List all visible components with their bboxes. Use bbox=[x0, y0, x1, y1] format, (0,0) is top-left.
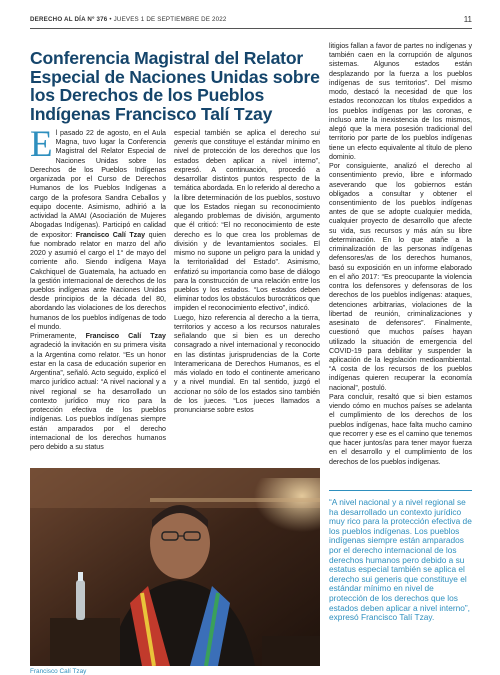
photo-caption: Francisco Calí Tzay bbox=[30, 668, 87, 675]
article-title: Conferencia Magistral del Relator Especial de Naciones Unidas sobre los Derechos de los Pueblos Indígenas Francisco Talí Tzay bbox=[30, 48, 320, 124]
drop-cap: E bbox=[30, 124, 53, 165]
pull-quote-divider bbox=[329, 490, 472, 491]
paragraph: Luego, hizo referencia al derecho a la tierra, territorios y acceso a los recursos naturales señalando que si bien es un derecho consagrado a nivel internacional y reconocido en las distintas jurisprudencias de la Corte Interamericana de Derechos Humanos, es el más violado en todo el continente americano y a nivel mundial. En tal sentido, juzgó el accionar no sólo de los estados sino también de los jueces. “Los jueces llamados a pronunciarse sobre estos bbox=[174, 313, 320, 415]
speaker-name: Francisco Calí Tzay bbox=[85, 332, 166, 341]
speaker-photo bbox=[30, 468, 320, 666]
paragraph: Para concluir, resaltó que si bien estamos viendo cómo en muchos países se adelanta el cumplimiento de los derechos de los pueblos indígenas, hace falta mucho camino que recorrer y ese es el camino que tenemos que hacer juntos/as para tener mayor fuerza en el desarrollo y el cumplimiento de los derechos de los pueblos indígenas. bbox=[329, 392, 472, 466]
pull-quote: “A nivel nacional y a nivel regional se ha desarrollado un contexto jurídico muy rico para la protección efectiva de los pueblos indígenas. Los pueblos indígenas siempre están amparados por el derecho internacional de los derechos humanos pero debido a su estatus especial también se aplica el derecho sui generis que constituye el estándar mínimo en nivel de protección de los derechos que los estados deben aplicar a nivel interno”, expresó Francisco Talí Tzay. bbox=[329, 497, 472, 623]
speaker-photo-illustration bbox=[30, 468, 320, 666]
paragraph: Por consiguiente, analizó el derecho al consentimiento previo, libre e informado aseverando que los gobiernos están obligados a consultar y obtener el consentimiento de los pueblos indígenas antes de que se adopte cualquier medida, cualquier proyecto de desarrollo que afecte su vida, sus recursos y más aún su libre determinación. En lo que atañe a la criminalización de las personas indígenas defensores/as de los derechos humanos, basó su exposición en un informe elaborado en el año 2017: “Es preocupante la violencia contra los defensores y defensoras de los derechos de los pueblos indígenas: ataques, detenciones arbitrarias, violaciones de la libertad de reunión, criminalizaciones y asesinato de defensores”. Finalmente, cuestionó que muchos países hayan utilizado la situación de emergencia del COVID-19 para debilitar y suspender la aplicación de la legislación medioambiental. “A costa de los recursos de los pueblos indígenas quieren recuperar la economía nacional”, postuló. bbox=[329, 162, 472, 392]
italic-term: sui generis bbox=[174, 129, 320, 147]
paragraph bbox=[174, 129, 320, 314]
paragraph: litigios fallan a favor de partes no indígenas y también caen en la corrupción de algunos sistemas. Algunos estados están desplazando por la fuerza a los pueblos indígenas de sus territorios”. Del mismo modo, destacó la necesidad de que los estados reconozcan los títulos expedidos a los pueblos indígenas por las coronas, e incluso ante la inexistencia de los mismos, alegó que la mera posesión tradicional del territorio por parte de los pueblos indígenas tiene un efecto equivalente al título de pleno dominio. bbox=[329, 42, 472, 161]
page-number: 11 bbox=[463, 15, 472, 24]
page-header bbox=[30, 16, 472, 28]
paragraph-text: que constituye el estándar mínimo en nivel de protección de los derechos que los estados deben aplicar a nivel interno”, expresó. A continuación, procedió a desarrollar distintos puntos respecto de la temática abordada. En lo referido al derecho a la libre determinación de los pueblos, sostuvo que los Estados niegan su reconocimiento alegando problemas de división, argumento que él criticó: “El no reconocimiento de este derecho es lo que crea los problemas de división y de levantamientos sociales. El mismo no supone un peligro para la unidad y la territorialidad del Estado”. Asimismo, enfatizó su importancia como base de diálogo para la construcción de una relación entre los pueblos y los estados. “Los estados deben eliminar todos los obstáculos burocráticos que impiden el reconocimiento efectivo”, indicó. bbox=[174, 138, 320, 313]
speaker-name: Francisco Calí Tzay bbox=[75, 230, 146, 239]
article-column-3 bbox=[329, 42, 472, 467]
paragraph bbox=[30, 332, 166, 452]
header-divider bbox=[30, 28, 472, 29]
article-column-1 bbox=[30, 124, 167, 452]
publication-name: DERECHO AL DÍA Nº 376 bbox=[30, 16, 108, 23]
paragraph-text: especial también se aplica el derecho bbox=[174, 129, 311, 137]
header-publication-line bbox=[30, 16, 227, 23]
paragraph-text: agradeció la invitación en su primera visita a la Argentina como relator. “Es un honor estar en la casa de educación superior en Argentina”, señaló. Acto seguido, explicó el marco jurídico actual: “A nivel nacional y a nivel regional se ha desarrollado un contexto jurídico muy rico para la protección efectiva de los pueblos indígenas. Los pueblos indígenas siempre están amparados por el derecho internacional de los derechos humanos pero debido a su status bbox=[30, 341, 166, 451]
paragraph-text: l pasado 22 de agosto, en el Aula Magna, tuvo lugar la Conferencia Magistral del Relator Especial de Naciones Unidas sobre los Derechos de los Pueblos Indígenas organizada por el Curso de Derechos Humanos de los Pueblos Indígenas a cargo de la profesora Sandra Ceballos y equipo docente. Asimismo, adhirió a la actividad la AMAI (Asociación de Mujeres Abogadas Indígenas). Participó en calidad de expositor: bbox=[30, 129, 166, 239]
issue-date: • JUEVES 1 DE SEPTIEMBRE DE 2022 bbox=[107, 16, 227, 23]
paragraph-text: Primeramente, bbox=[30, 332, 86, 341]
paragraph-text: quien fue nombrado relator en marzo del año 2020 y asumió el cargo el 1° de mayo del corriente año. Siendo indígena Maya Cakchiquel de Guatemala, ha actuado en la gestión internacional de derechos de los pueblos indígenas ante Naciones Unidas desde principios de la década del 80, abordando las violaciones de los derechos humanos de los pueblos indígenas de todo el mundo. bbox=[30, 230, 167, 331]
article-column-2 bbox=[174, 129, 320, 415]
paragraph bbox=[30, 124, 167, 332]
